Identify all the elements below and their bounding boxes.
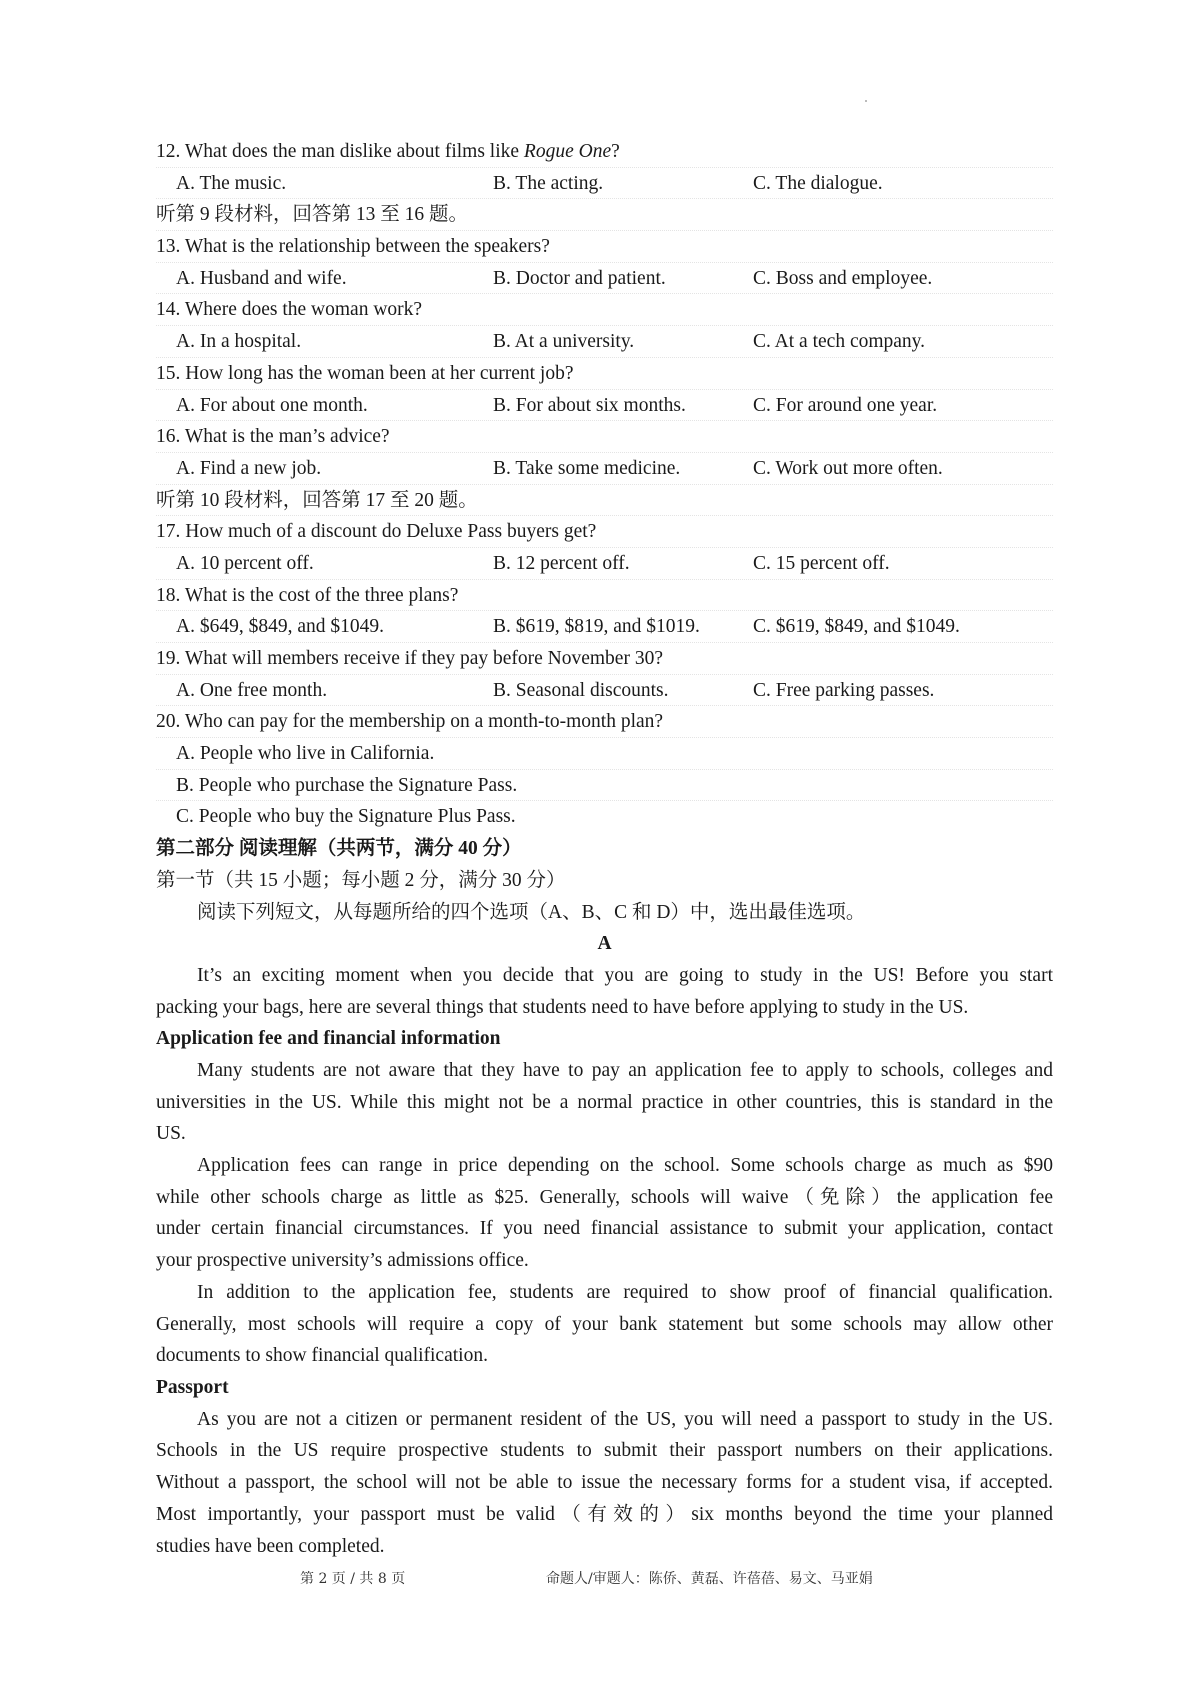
question-20-option-c: C. People who buy the Signature Plus Pass. [176, 806, 516, 828]
authors: 命题人/审题人：陈侨、黄磊、许蓓蓓、易文、马亚娟 [546, 1571, 873, 1587]
option-a: A. 10 percent off. [176, 552, 314, 574]
scan-speck [865, 100, 867, 102]
option-b: B. Take some medicine. [493, 457, 681, 479]
passage-letter: A [597, 933, 612, 955]
question-19: 19. What will members receive if they pay before November 30? [156, 643, 1053, 675]
option-c: C. Boss and employee. [753, 267, 933, 289]
question-18-options [156, 611, 1053, 643]
heading-application-fee: Application fee and financial information [156, 1028, 501, 1050]
question-20: 20. Who can pay for the membership on a month-to-month plan? [156, 706, 1053, 738]
option-a: A. In a hospital. [176, 331, 302, 353]
option-a: A. Find a new job. [176, 457, 322, 479]
page-number: 第 2 页 / 共 8 页 [300, 1571, 406, 1587]
option-a: A. For about one month. [176, 394, 368, 416]
option-b: B. The acting. [493, 172, 604, 194]
question-15: 15. How long has the woman been at her current job? [156, 358, 1053, 390]
paragraph-3: In addition to the application fee, students are required to show proof of financial qualification. Generally, most schools will require a copy of your bank statement but some schools may allow other documents to show financial qualification. [156, 1281, 1053, 1367]
question-19-options [156, 675, 1053, 707]
option-a: A. The music. [176, 172, 287, 194]
question-14: 14. Where does the woman work? [156, 294, 1053, 326]
question-20-option-b: B. People who purchase the Signature Pass. [156, 770, 1053, 802]
page-footer [0, 1568, 1200, 1592]
question-16: 16. What is the man’s advice? [156, 421, 1053, 453]
option-c: C. Free parking passes. [753, 679, 935, 701]
paragraph-1: Many students are not aware that they have to pay an application fee to apply to schools, colleges and universities in the US. While this might not be a normal practice in other countries, this is standard in the US. [156, 1059, 1053, 1145]
option-c: C. 15 percent off. [753, 552, 890, 574]
passage-intro: It’s an exciting moment when you decide that you are going to study in the US! Before you start packing your bags, here are several things that students need to have before applying to study in the US. [156, 964, 1053, 1018]
exam-page [156, 136, 1053, 1562]
option-b: B. $619, $819, and $1019. [493, 616, 700, 638]
option-b: B. At a university. [493, 331, 635, 353]
paragraph-2: Application fees can range in price depending on the school. Some schools charge as much as $90 while other schools charge as little as $25. Generally, schools will waive（免除）the application fee under certain financial circumstances. If you need financial assistance to submit your application, contact your prospective university’s admissions office. [156, 1155, 1053, 1272]
section-1-title: 第一节（共 15 小题；每小题 2 分，满分 30 分） [156, 869, 566, 891]
option-a: A. Husband and wife. [176, 267, 347, 289]
question-12-options [156, 168, 1053, 200]
heading-passport: Passport [156, 1377, 229, 1398]
question-18: 18. What is the cost of the three plans? [156, 580, 1053, 612]
question-14-options [156, 326, 1053, 358]
option-b: B. Doctor and patient. [493, 267, 666, 289]
option-c: C. Work out more often. [753, 457, 943, 479]
option-c: C. The dialogue. [753, 172, 883, 194]
option-c: C. $619, $849, and $1049. [753, 616, 960, 638]
question-15-options [156, 390, 1053, 422]
paragraph-4: As you are not a citizen or permanent resident of the US, you will need a passport to study in the US. Schools in the US require prospective students to submit their passport numbers on their applications. Without a passport, the school will not be able to issue the necessary forms for a student visa, if accepted. Most importantly, your passport must be valid（有效的）six months beyond the time your planned studies have been completed. [156, 1408, 1053, 1557]
question-17-options [156, 548, 1053, 580]
section-10-intro: 听第 10 段材料，回答第 17 至 20 题。 [156, 485, 1053, 517]
question-13: 13. What is the relationship between the speakers? [156, 231, 1053, 263]
question-17: 17. How much of a discount do Deluxe Pass buyers get? [156, 516, 1053, 548]
option-a: A. $649, $849, and $1049. [176, 616, 384, 638]
option-b: B. For about six months. [493, 394, 686, 416]
option-c: C. At a tech company. [753, 331, 926, 353]
question-16-options [156, 453, 1053, 485]
reading-instruction: 阅读下列短文，从每题所给的四个选项（A、B、C 和 D）中，选出最佳选项。 [197, 901, 866, 923]
question-20-option-a: A. People who live in California. [156, 738, 1053, 770]
part-2-title: 第二部分 阅读理解（共两节，满分 40 分） [156, 838, 522, 860]
question-13-options [156, 263, 1053, 295]
option-b: B. Seasonal discounts. [493, 679, 669, 701]
option-b: B. 12 percent off. [493, 552, 630, 574]
option-a: A. One free month. [176, 679, 328, 701]
option-c: C. For around one year. [753, 394, 938, 416]
section-9-intro: 听第 9 段材料，回答第 13 至 16 题。 [156, 199, 1053, 231]
question-12: 12. What does the man dislike about films like Rogue One? [156, 136, 1053, 168]
